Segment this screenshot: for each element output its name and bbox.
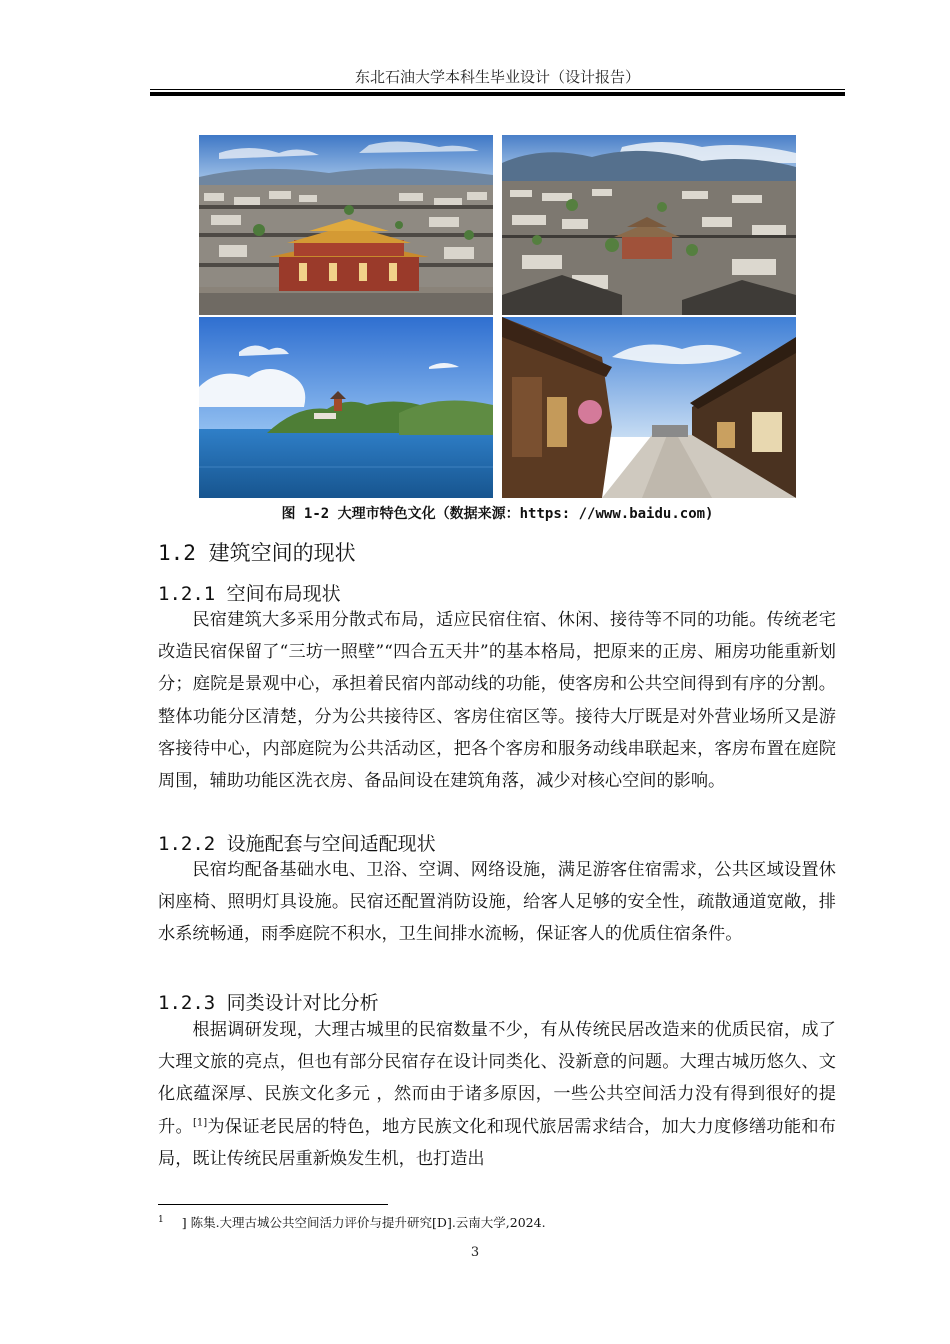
- footnote: [158, 1213, 546, 1231]
- figure-image-aerial-gate-tower: [199, 135, 493, 315]
- footnote-rule: [158, 1204, 388, 1205]
- figure-image-lake-island: [199, 317, 493, 498]
- header-rule-thin: [150, 89, 845, 90]
- paragraph-facilities: 民宿均配备基础水电、卫浴、空调、网络设施，满足游客住宿需求，公共区域设置休闲座椅、照明灯具设施。民宿还配置消防设施，给客人足够的安全性，疏散通道宽敞，排水系统畅通，雨季庭院不积水，卫生间排水流畅，保证客人的优质住宿条件。: [158, 860, 836, 945]
- footnote-number: 1: [158, 1214, 164, 1225]
- header-rule-thick: [150, 92, 845, 96]
- section-heading: 1.2 建筑空间的现状: [158, 541, 356, 565]
- figure-image-old-street: [502, 317, 796, 498]
- subsection-heading-3: 1.2.3 同类设计对比分析: [158, 992, 379, 1014]
- paragraph-comparison: [158, 1014, 836, 1175]
- paragraph-text-before-citation: 根据调研发现，大理古城里的民宿数量不少，有从传统民居改造来的优质民宿，成了大理文旅的亮点，但也有部分民宿存在设计同类化、没新意的问题。大理古城历悠久、文化底蕴深厚、民族文化多元 ，然而由于诸多原因，一些公共空间活力没有得到很好的提升。: [158, 1020, 836, 1137]
- paragraph-layout: 民宿建筑大多采用分散式布局，适应民宿住宿、休闲、接待等不同的功能。传统老宅改造民宿保留了“三坊一照壁”“四合五天井”的基本格局，把原来的正房、厢房功能重新划分；庭院是景观中心，承担着民宿内部动线的功能，使客房和公共空间得到有序的分割。整体功能分区清楚，分为公共接待区、客房住宿区等。接待大厅既是对外营业场所又是游客接待中心，内部庭院为公共活动区，把各个客房和服务动线串联起来，客房布置在庭院周围，辅助功能区洗衣房、备品间设在建筑角落，减少对核心空间的影响。: [158, 610, 836, 792]
- running-header: 东北石油大学本科生毕业设计（设计报告）: [354, 68, 640, 86]
- footnote-text: ] 陈集.大理古城公共空间活力评价与提升研究[D].云南大学,2024.: [181, 1215, 546, 1230]
- figure-image-aerial-rooftops: [502, 135, 796, 315]
- citation-marker[interactable]: [1]: [192, 1116, 208, 1128]
- subsection-heading-2: 1.2.2 设施配套与空间适配现状: [158, 833, 436, 855]
- figure-caption: 图 1-2 大理市特色文化（数据来源：https: //www.baidu.com): [281, 506, 714, 522]
- page-number: 3: [470, 1245, 480, 1260]
- paragraph-text-after-citation: 为保证老民居的特色，地方民族文化和现代旅居需求结合，加大力度修缮功能和布局，既让传统民居重新焕发生机，也打造出: [158, 1116, 836, 1169]
- subsection-heading-1: 1.2.1 空间布局现状: [158, 583, 341, 605]
